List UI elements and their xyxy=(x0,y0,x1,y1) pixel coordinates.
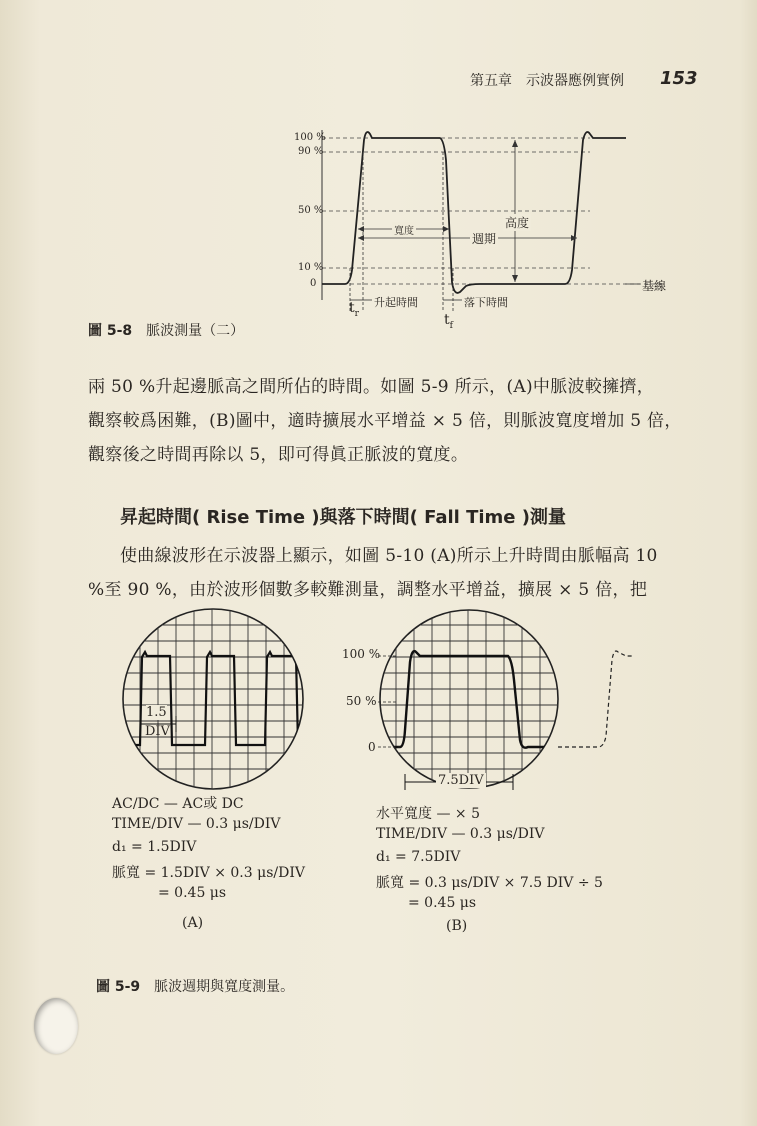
period-label: 週期 xyxy=(472,232,497,246)
scope-b-extension xyxy=(558,651,634,747)
tr-label: $t_r$ xyxy=(349,300,359,319)
fig59a-line-5: = 0.45 μs xyxy=(158,885,227,901)
section-heading: 昇起時間( Rise Time )與落下時間( Fall Time )測量 xyxy=(120,507,567,528)
paragraph-2-line-1: 使曲線波形在示波器上顯示，如圖 5-10 (A)所示上升時間由脈幅高 10 xyxy=(120,546,658,566)
scope-b-level-100: 100 % xyxy=(342,647,381,661)
paragraph-1-line-1: 兩 50 %升起邊脈高之間所佔的時間。如圖 5-9 所示，(A)中脈波較擁擠， xyxy=(88,377,655,397)
tf-label: $t_f$ xyxy=(444,312,453,331)
fig59b-line-2: TIME/DIV — 0.3 μs/DIV xyxy=(376,826,545,842)
level-0-label: 0 xyxy=(310,278,317,289)
fig59b-line-4: 脈寬 = 0.3 μs/DIV × 7.5 DIV ÷ 5 xyxy=(376,875,603,891)
fig59b-tag: (B) xyxy=(446,918,468,934)
scope-b-level-0: 0 xyxy=(368,740,376,754)
level-10-label: 10 % xyxy=(298,262,324,273)
scope-b-waveform xyxy=(378,651,560,748)
level-100-label: 100 % xyxy=(294,132,326,143)
level-90-label: 90 % xyxy=(298,146,324,157)
scope-a-div-top: 1.5 xyxy=(146,705,167,720)
fig59a-line-2: TIME/DIV — 0.3 μs/DIV xyxy=(112,816,281,832)
level-50-label: 50 % xyxy=(298,205,324,216)
width-label: 寬度 xyxy=(392,222,416,237)
scope-b-div-label: 7.5DIV xyxy=(438,773,484,788)
scope-a-screen xyxy=(123,609,303,789)
page-number: 153 xyxy=(660,68,698,89)
figure-5-8-caption: 圖 5-8 脈波測量（二） xyxy=(88,323,245,339)
scope-b-level-50: 50 % xyxy=(346,694,377,708)
paragraph-2-line-2: %至 90 %，由於波形個數多較難測量，調整水平增益，擴展 × 5 倍，把 xyxy=(88,580,648,600)
binder-hole xyxy=(34,998,78,1054)
baseline-label: 基線 xyxy=(642,279,667,293)
fall-time-label: 落下時間 xyxy=(464,296,508,309)
chapter-header: 第五章 示波器應例實例 xyxy=(470,73,624,89)
fig59a-line-3: d₁ = 1.5DIV xyxy=(112,839,197,855)
fig59b-line-1: 水平寬度 — × 5 xyxy=(376,806,480,822)
paragraph-1-line-2: 觀察較爲困難，(B)圖中，適時擴展水平增益 × 5 倍，則脈波寬度增加 5 倍， xyxy=(88,411,682,431)
fig59a-tag: (A) xyxy=(182,915,204,931)
fig59a-line-1: AC/DC — AC或 DC xyxy=(112,796,244,812)
paragraph-1-line-3: 觀察後之時間再除以 5，即可得眞正脈波的寬度。 xyxy=(88,445,469,465)
height-label: 高度 xyxy=(505,216,530,230)
figure-5-9-caption: 圖 5-9 脈波週期與寬度測量。 xyxy=(96,979,295,995)
rise-time-label: 升起時間 xyxy=(374,296,418,309)
fig59b-line-5: = 0.45 μs xyxy=(408,895,477,911)
fig59b-line-3: d₁ = 7.5DIV xyxy=(376,849,461,865)
scope-a-div-bottom: DIV xyxy=(145,724,170,739)
fig59a-line-4: 脈寬 = 1.5DIV × 0.3 μs/DIV xyxy=(112,865,305,881)
